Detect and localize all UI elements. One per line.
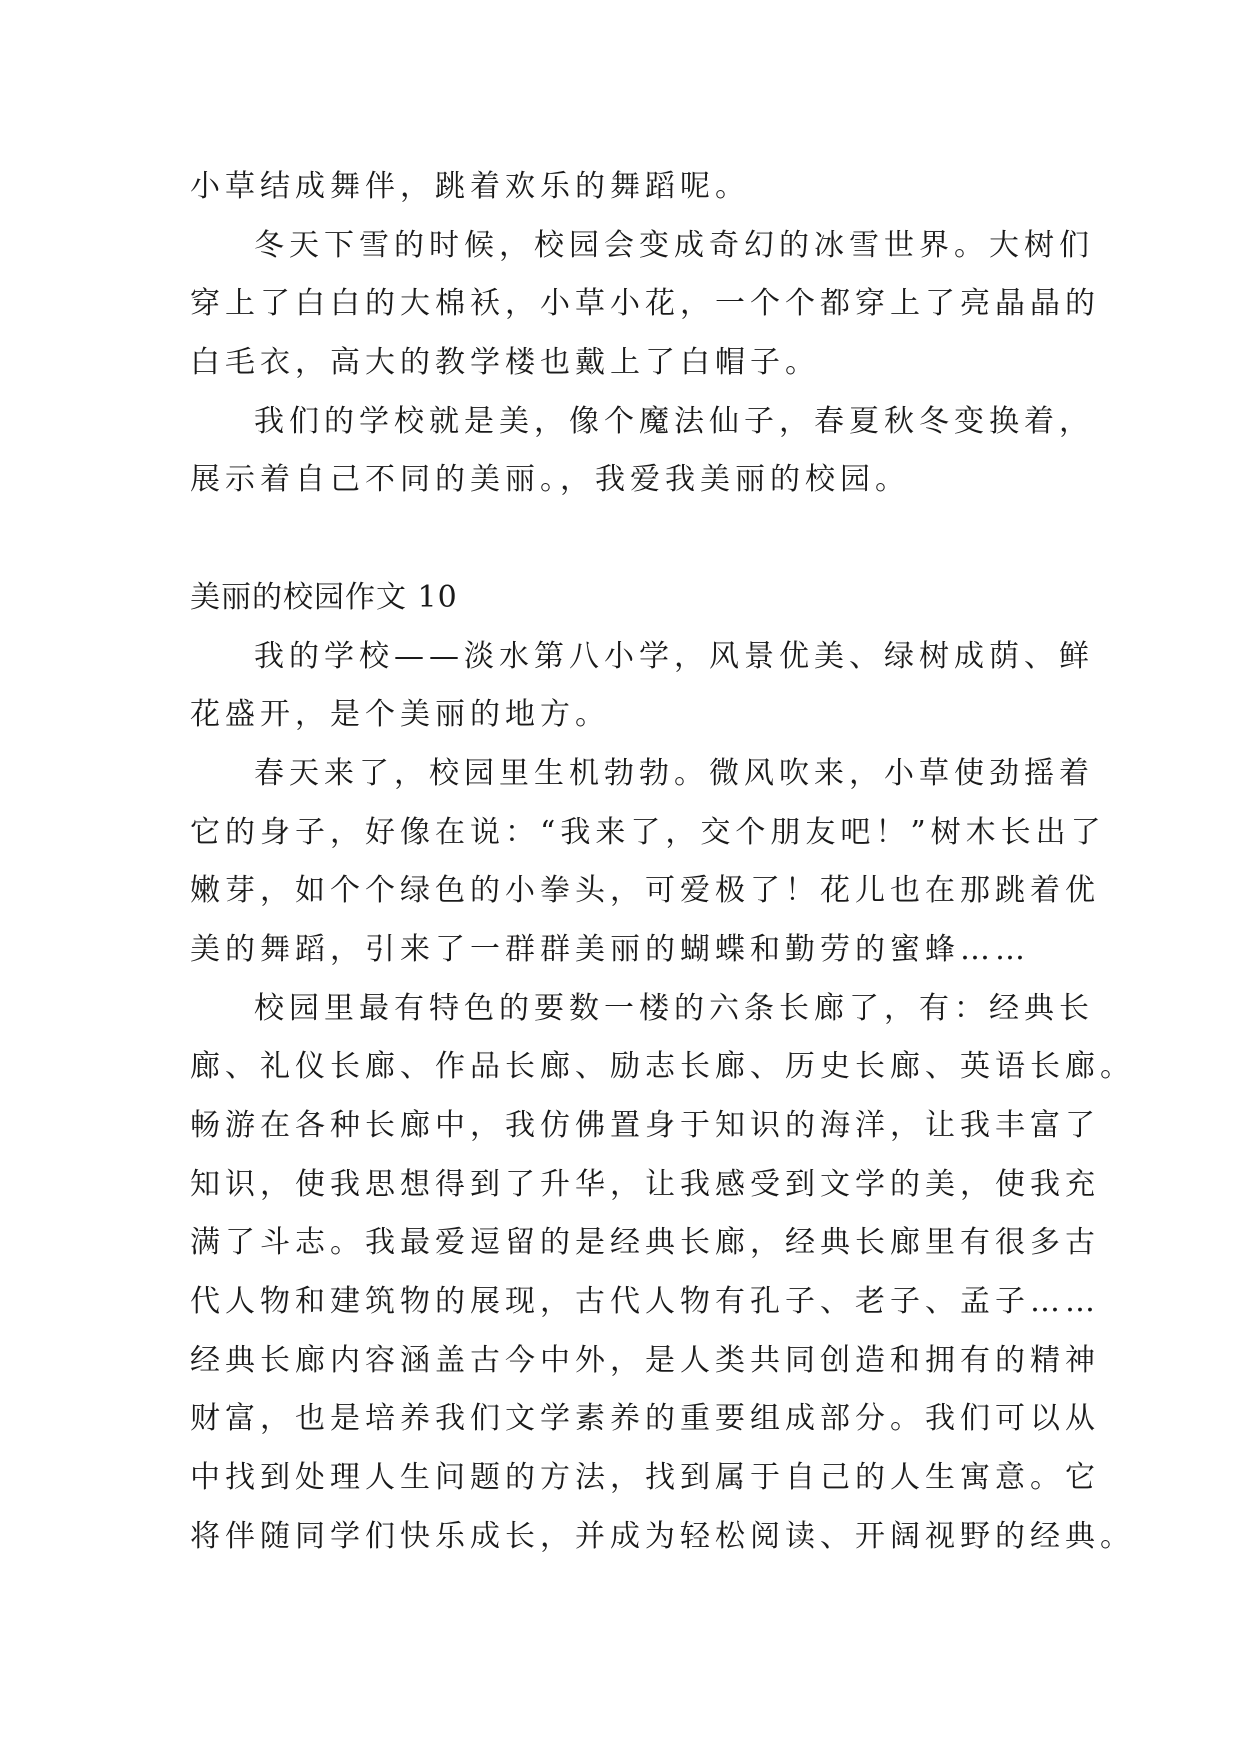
text-line: 美的舞蹈，引来了一群群美丽的蝴蝶和勤劳的蜜蜂……: [190, 931, 1030, 967]
text-line: 嫩芽，如个个绿色的小拳头，可爱极了！花儿也在那跳着优: [190, 873, 1100, 909]
text-line: 春天来了，校园里生机勃勃。微风吹来，小草使劲摇着: [254, 755, 1094, 791]
text-line: 花盛开，是个美丽的地方。: [190, 697, 610, 733]
text-line: 白毛衣，高大的教学楼也戴上了白帽子。: [190, 345, 820, 381]
text-line: 中找到处理人生问题的方法，找到属于自己的人生寓意。它: [190, 1460, 1100, 1496]
text-line: 经典长廊内容涵盖古今中外，是人类共同创造和拥有的精神: [190, 1342, 1100, 1378]
text-line: 财富，也是培养我们文学素养的重要组成部分。我们可以从: [190, 1401, 1100, 1437]
text-line: 代人物和建筑物的展现，古代人物有孔子、老子、孟子……: [190, 1284, 1100, 1320]
text-line: 校园里最有特色的要数一楼的六条长廊了，有：经典长: [254, 990, 1094, 1026]
text-line: 满了斗志。我最爱逗留的是经典长廊，经典长廊里有很多古: [190, 1225, 1100, 1261]
text-line: 我们的学校就是美，像个魔法仙子，春夏秋冬变换着，: [254, 403, 1094, 439]
text-line: 廊、礼仪长廊、作品长廊、励志长廊、历史长廊、英语长廊。: [190, 1049, 1135, 1085]
text-line: 我的学校——淡水第八小学，风景优美、绿树成荫、鲜: [254, 638, 1094, 674]
text-line: 展示着自己不同的美丽。，我爱我美丽的校园。: [190, 462, 910, 498]
text-line: 小草结成舞伴，跳着欢乐的舞蹈呢。: [190, 169, 750, 204]
text-line: 将伴随同学们快乐成长，并成为轻松阅读、开阔视野的经典。: [190, 1518, 1135, 1554]
text-line: 穿上了白白的大棉袄，小草小花，一个个都穿上了亮晶晶的: [190, 286, 1100, 322]
text-line: 知识，使我思想得到了升华，让我感受到文学的美，使我充: [190, 1166, 1100, 1202]
text-line: 冬天下雪的时候，校园会变成奇幻的冰雪世界。大树们: [254, 227, 1094, 263]
document-body: [190, 158, 1135, 1567]
section-gap: [190, 510, 1070, 569]
section-heading: 美丽的校园作文 10: [190, 579, 458, 615]
text-line: 它的身子，好像在说：“我来了，交个朋友吧！”树木长出了: [190, 814, 1106, 850]
text-line: 畅游在各种长廊中，我仿佛置身于知识的海洋，让我丰富了: [190, 1108, 1100, 1143]
